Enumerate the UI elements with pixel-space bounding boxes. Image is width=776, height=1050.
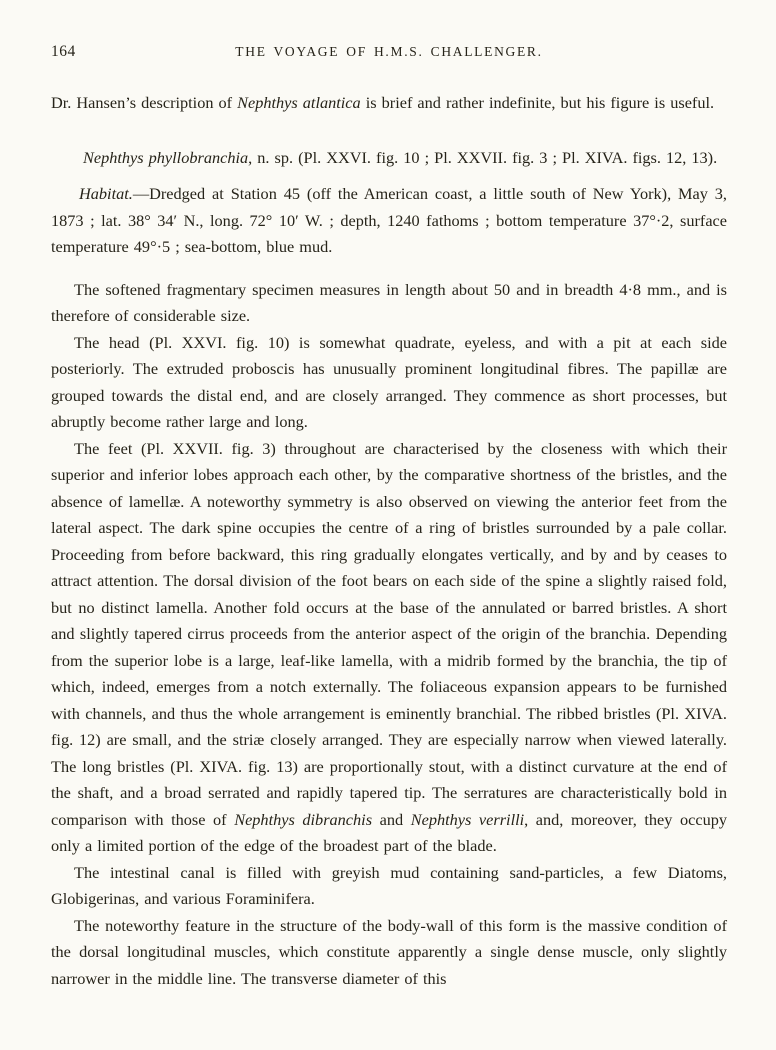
paragraph — [51, 436, 727, 860]
body-text: The head (Pl. XXVI. fig. 10) is somewhat quadrate, eyeless, and with a pit at each side posteriorly. The extruded proboscis has unusually prominent longitudinal fibres. The papillæ are grouped towards the distal end, and are closely arranged. They commence as short processes, but abruptly become rather large and long. — [51, 332, 727, 431]
paragraph — [51, 860, 727, 913]
body-text: The softened fragmentary specimen measures in length about 50 and in breadth 4·8 mm., and is therefore of considerable size. — [51, 279, 727, 325]
italic-text: Habitat. — [79, 184, 133, 203]
document-body — [51, 90, 727, 992]
italic-text: Nephthys dibranchis — [234, 809, 373, 829]
paragraph — [51, 181, 727, 261]
body-text: and — [372, 809, 411, 829]
italic-text: Nephthys phyllobranchia — [83, 147, 249, 167]
paragraph — [51, 913, 727, 993]
page-number: 164 — [51, 43, 76, 60]
body-text: is brief and rather indefinite, but his figure is useful. — [360, 93, 715, 112]
body-text: , and, moreover, they occupy only a limited portion of the edge of the broadest part of the blade. — [51, 809, 727, 855]
paragraph — [51, 90, 727, 117]
body-text: The intestinal canal is filled with greyish mud containing sand-particles, a few Diatoms, Globigerinas, and various Foraminifera. — [51, 862, 727, 908]
body-text: —Dredged at Station 45 (off the American coast, a little south of New York), May 3, 1873 ; lat. 38° 34′ N., long. 72° 10′ W. ; depth, 1240 fathoms ; bottom temperature 37°·2, surface temperature 49°·5 ; sea-bottom, blue mud. — [51, 184, 727, 256]
paragraph — [51, 145, 727, 172]
paragraph — [51, 277, 727, 330]
italic-text: Nephthys atlantica — [237, 93, 361, 112]
running-title: THE VOYAGE OF H.M.S. CHALLENGER. — [235, 44, 543, 59]
paragraph — [51, 330, 727, 436]
body-text: , n. sp. (Pl. XXVI. fig. 10 ; Pl. XXVII. fig. 3 ; Pl. XIVA. figs. 12, 13). — [248, 147, 718, 167]
italic-text: Nephthys verrilli — [410, 809, 525, 829]
body-text: The feet (Pl. XXVII. fig. 3) throughout are characterised by the closeness with which their superior and inferior lobes approach each other, by the comparative shortness of the bristles, and the absence of lamellæ. A noteworthy symmetry is also observed on viewing the anterior feet from the lateral aspect. The dark spine occupies the centre of a ring of bristles surrounded by a pale collar. Proceeding from before backward, this ring gradually elongates vertically, and by and by ceases to attract attention. The dorsal division of the foot bears on each side of the spine a slightly raised fold, but no distinct lamella. Another fold occurs at the base of the annulated or barred bristles. A short and slightly tapered cirrus proceeds from the anterior aspect of the origin of the branchia. Depending from the superior lobe is a large, leaf-like lamella, with a midrib formed by the branchia, the tip of which, indeed, emerges from a notch externally. The foliaceous expansion appears to be furnished with channels, and thus the whole arrangement is eminently branchial. The ribbed bristles (Pl. XIVA. fig. 12) are small, and the striæ closely arranged. They are especially narrow when viewed laterally. The long bristles (Pl. XIVA. fig. 13) are proportionally stout, with a distinct curvature at the end of the shaft, and a broad serrated and rapidly tapered tip. The serratures are characteristically bold in comparison with those of — [51, 438, 727, 829]
body-text: The noteworthy feature in the structure of the body-wall of this form is the massive condition of the dorsal longitudinal muscles, which constitute apparently a single dense muscle, only slightly narrower in the middle line. The transverse diameter of this — [51, 915, 727, 988]
page-header — [51, 42, 727, 66]
body-text: Dr. Hansen’s description of — [51, 93, 238, 112]
